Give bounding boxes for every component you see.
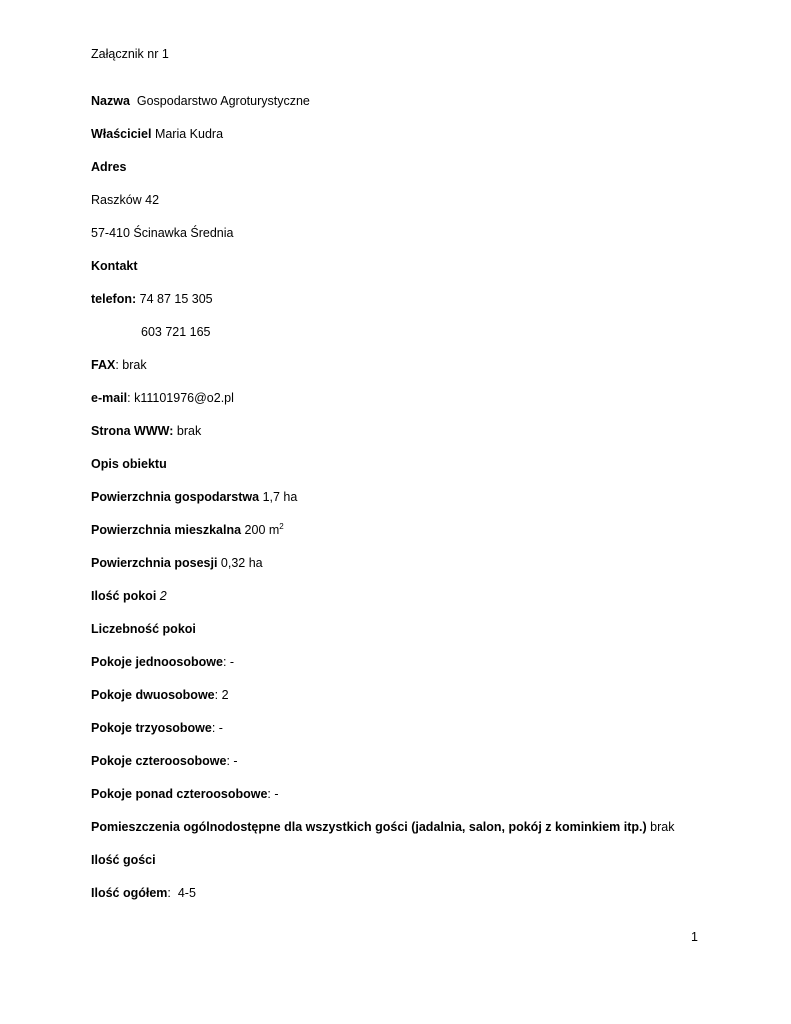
field-label: Ilość ogółem: [91, 886, 168, 900]
field-value: brak: [650, 820, 675, 834]
address-line-2: 57-410 Ścinawka Średnia: [91, 226, 234, 240]
field-value: 200 m: [244, 523, 280, 537]
page-number: 1: [691, 930, 698, 944]
field-value: 0,32 ha: [220, 556, 263, 570]
field-value: Maria Kudra: [154, 127, 224, 141]
field-label: Ilość pokoi: [91, 589, 157, 603]
section-ilosc-gosci: Ilość gości: [91, 853, 156, 867]
field-pow-mieszkalna: [91, 522, 284, 538]
field-pow-posesji: [91, 555, 263, 571]
section-opis: Opis obiektu: [91, 457, 167, 471]
field-label: Pokoje czteroosobowe: [91, 754, 227, 768]
field-label: Pokoje jednoosobowe: [91, 655, 223, 669]
field-pokoje-5: [91, 786, 279, 802]
section-adres: Adres: [91, 160, 127, 174]
field-label: Nazwa: [91, 94, 130, 108]
field-value: brak: [176, 424, 202, 438]
field-value: : 4-5: [167, 886, 196, 900]
field-label: Strona WWW:: [91, 424, 174, 438]
field-value: 74 87 15 305: [139, 292, 213, 306]
field-value: : k11101976@o2.pl: [127, 391, 234, 405]
field-pokoje-2: [91, 687, 229, 703]
field-label: telefon:: [91, 292, 137, 306]
field-pokoje-1: [91, 654, 234, 670]
field-pokoje-4: [91, 753, 238, 769]
attachment-header: Załącznik nr 1: [91, 47, 169, 61]
field-value: : -: [267, 787, 279, 801]
field-label: FAX: [91, 358, 116, 372]
field-value: : -: [211, 721, 223, 735]
field-pow-gospodarstwa: [91, 489, 297, 505]
field-value: Gospodarstwo Agroturystyczne: [136, 94, 310, 108]
field-fax: [91, 357, 147, 373]
field-label: Pokoje trzyosobowe: [91, 721, 212, 735]
section-kontakt: Kontakt: [91, 259, 138, 273]
field-value: 2: [159, 589, 167, 603]
field-label: Powierzchnia posesji: [91, 556, 218, 570]
field-ilosc-pokoi: [91, 588, 167, 604]
field-value: : -: [222, 655, 235, 669]
field-email: [91, 390, 234, 406]
field-pomieszczenia: [91, 819, 674, 835]
field-wlasciciel: [91, 126, 223, 142]
field-label: e-mail: [91, 391, 128, 405]
field-label: Pokoje ponad czteroosobowe: [91, 787, 268, 801]
field-value: : brak: [115, 358, 147, 372]
superscript: 2: [279, 521, 284, 531]
field-value: : 2: [214, 688, 229, 702]
field-label: Pokoje dwuosobowe: [91, 688, 215, 702]
field-value: 1,7 ha: [262, 490, 298, 504]
field-ilosc-ogolem: [91, 885, 196, 901]
field-label: Powierzchnia mieszkalna: [91, 523, 242, 537]
field-label: Właściciel: [91, 127, 152, 141]
field-label: Powierzchnia gospodarstwa: [91, 490, 260, 504]
field-pokoje-3: [91, 720, 223, 736]
phone-second: 603 721 165: [141, 325, 211, 339]
field-nazwa: [91, 93, 310, 109]
section-liczebnosc: Liczebność pokoi: [91, 622, 196, 636]
field-telefon: [91, 291, 213, 307]
field-value: : -: [226, 754, 238, 768]
address-line-1: Raszków 42: [91, 193, 160, 207]
field-www: [91, 423, 201, 439]
field-label: Pomieszczenia ogólnodostępne dla wszystkich gości (jadalnia, salon, pokój z kominkiem itp.): [91, 820, 647, 834]
